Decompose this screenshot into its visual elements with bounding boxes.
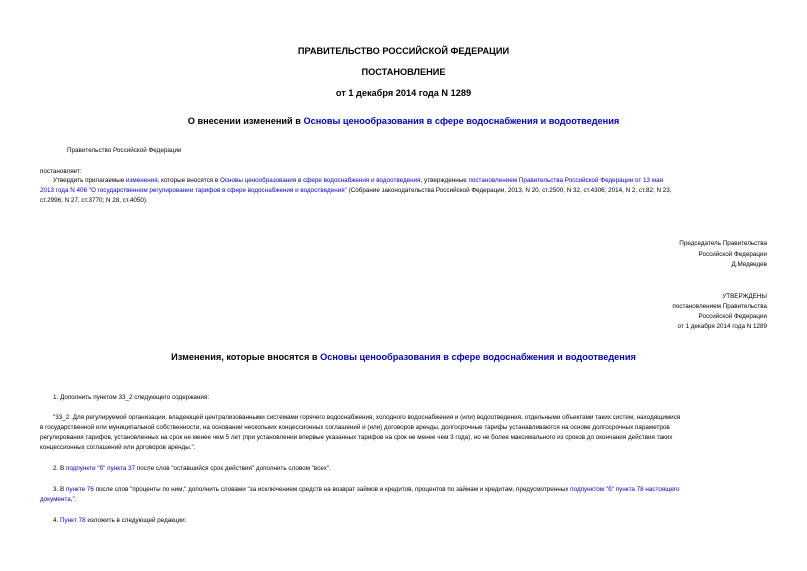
- quote-line-1: "33_2. Для регулируемой организации, владеющей централизованными системами горячего водоснабжения, холодного водоснабжения и (или) водоотведения, отдельными объектами таких систем, находящимися: [53, 414, 681, 421]
- item-1: 1. Дополнить пунктом 33_2 следующего содержания:: [53, 394, 210, 401]
- resolution-title-link[interactable]: 2013 года N 406 "О государственном регулировании тарифов в сфере водоснабжения и водоотведения": [40, 187, 347, 194]
- resolution-link[interactable]: постановлением Правительства Российской Федерации от 13 мая: [468, 177, 664, 184]
- document-link[interactable]: документа: [40, 496, 71, 503]
- pricing-basics-link[interactable]: Основы ценообразования в сфере водоснабжения и водоотведения: [220, 177, 421, 184]
- doc-type-heading: ПОСТАНОВЛЕНИЕ: [361, 67, 446, 77]
- quote-line-3: регулирования тарифов, установленных на срок не менее чем 5 лет (при установлении впервые указанных тарифов на срок не менее чем 3 года), но не более максимального из сроков до окончания действия таких: [40, 434, 673, 441]
- quote-line-2: в государственной или муниципальной собственности, на основании нескольких концессионных соглашений и (или) договоров аренды, долгосрочные тарифы устанавливаются на основе долгосрочных параметров: [40, 424, 670, 431]
- item-4: 4. Пункт 78 изложить в следующей редакции:: [53, 517, 187, 524]
- signature-line-2: Российской Федерации: [698, 251, 767, 258]
- item-3-line-1: 3. В пункте 76 после слов "проценты по ним," дополнить словами "за исключением средств на возврат займов и кредитов, процентов по займам и кредитам, предусмотренных подпунктом "б" пункта 78 настоящего: [53, 486, 680, 493]
- item-3-line-2: документа,".: [40, 496, 77, 503]
- subpoint-78-link[interactable]: подпунктом "б" пункта 78 настоящего: [570, 486, 680, 493]
- approved-line-1: УТВЕРЖДЕНЫ: [722, 293, 767, 300]
- paragraph-1-line-2: 2013 года N 406 "О государственном регулировании тарифов в сфере водоснабжения и водоотведения" (Собрание законодательства Российской Федерации, 2013, N 20, ст.2500; N 32, ст.4306; 2014, N 2, ст.82; N 23,: [40, 187, 672, 194]
- item-2: 2. В подпункте "б" пункта 37 после слов "оставшийся срок действия" дополнить словом "всех".: [53, 465, 331, 472]
- title-link[interactable]: Основы ценообразования в сфере водоснабжения и водоотведения: [303, 116, 620, 126]
- date-number-heading: от 1 декабря 2014 года N 1289: [335, 88, 472, 98]
- approved-line-2: постановлением Правительства: [672, 303, 767, 310]
- document-title: [0, 116, 807, 126]
- changes-title: [0, 352, 807, 362]
- signature-line-1: Председатель Правительства: [679, 240, 767, 247]
- approved-line-4: от 1 декабря 2014 года N 1289: [677, 323, 767, 330]
- org-heading: ПРАВИТЕЛЬСТВО РОССИЙСКОЙ ФЕДЕРАЦИИ: [297, 46, 510, 56]
- point-76-link[interactable]: пункте 76: [65, 486, 94, 493]
- approved-line-3: Российской Федерации: [698, 313, 767, 320]
- decides-text: постановляет:: [40, 168, 82, 175]
- changes-title-prefix: Изменения, которые вносятся в: [171, 352, 321, 362]
- point-78-link[interactable]: Пункт 78: [60, 517, 86, 524]
- issuer-text: Правительство Российской Федерации: [67, 147, 182, 154]
- paragraph-1-line-1: Утвердить прилагаемые изменения, которые вносятся в Основы ценообразования в сфере водоснабжения и водоотведения, утвержденные постановлением Правительства Российской Федерации от 13 мая: [53, 177, 664, 184]
- signature-line-3: Д.Медведев: [731, 261, 767, 268]
- subpoint-37-link[interactable]: подпункте "б" пункта 37: [65, 465, 136, 472]
- title-prefix: О внесении изменений в: [187, 116, 304, 126]
- paragraph-1-line-3: ст.2996; N 27, ст.3770; N 28, ст.4050).: [40, 197, 148, 204]
- changes-title-link[interactable]: Основы ценообразования в сфере водоснабжения и водоотведения: [320, 352, 636, 362]
- quote-line-4: концессионных соглашений или договоров аренды.".: [40, 444, 196, 451]
- changes-link[interactable]: изменения: [126, 177, 158, 184]
